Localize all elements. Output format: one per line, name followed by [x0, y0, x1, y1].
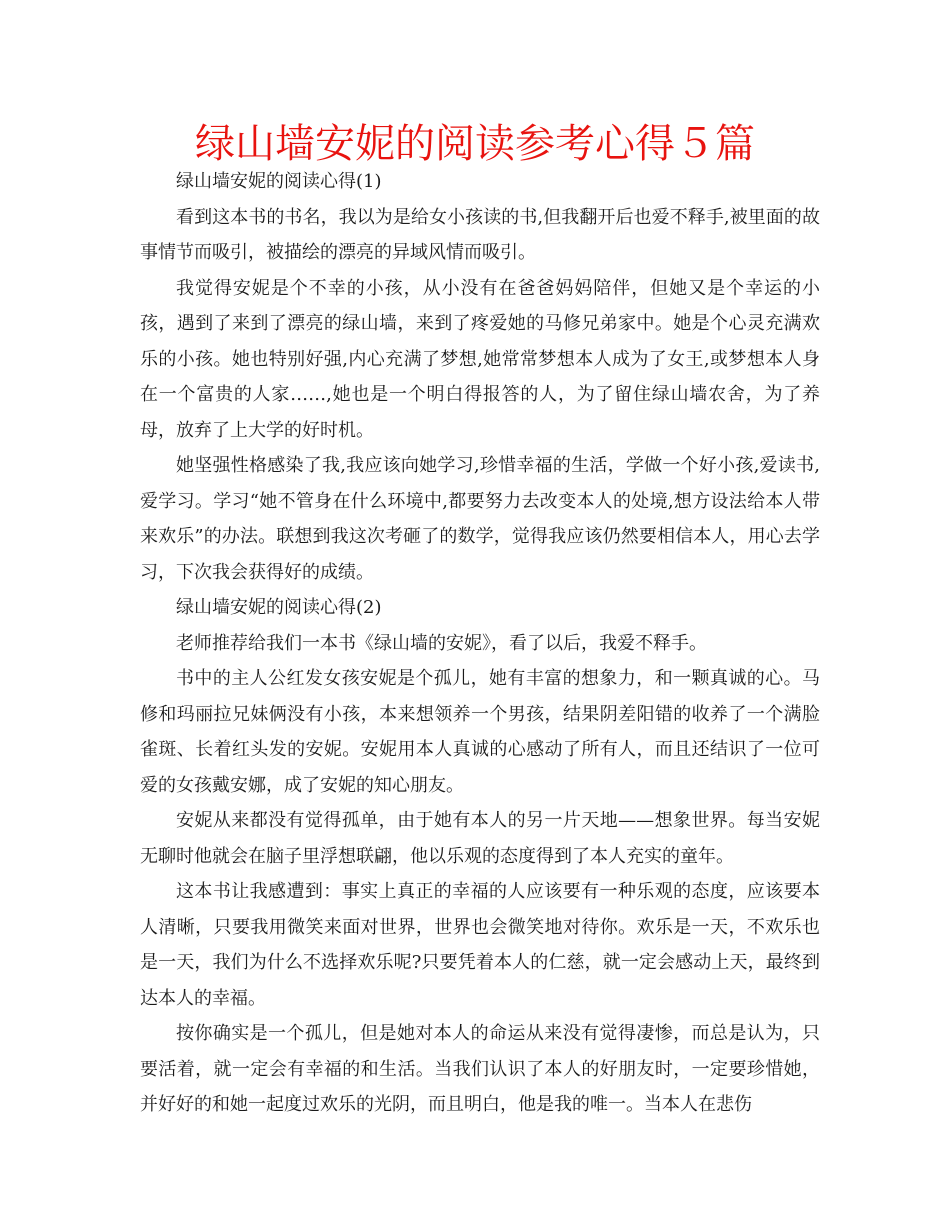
paragraph: 她坚强性格感染了我,我应该向她学习,珍惜幸福的生活，学做一个好小孩,爱读书,爱学习。学习“她不管身在什么环境中,都要努力去改变本人的处境,想方设法给本人带来欢乐”的办法。联想到我这次考砸了的数学，觉得我应该仍然要相信本人，用心去学习，下次我会获得好的成绩。 [140, 455, 820, 583]
paragraph: 这本书让我感遭到：事实上真正的幸福的人应该要有一种乐观的态度，应该要本人清晰，只要我用微笑来面对世界，世界也会微笑地对待你。欢乐是一天，不欢乐也是一天，我们为什么不选择欢乐呢?只要凭着本人的仁慈，就一定会感动上天，最终到达本人的幸福。 [140, 881, 820, 1009]
paragraph: 书中的主人公红发女孩安妮是个孤儿，她有丰富的想象力，和一颗真诚的心。马修和玛丽拉兄妹俩没有小孩，本来想领养一个男孩，结果阴差阳错的收养了一个满脸雀斑、长着红头发的安妮。安妮用本人真诚的心感动了所有人，而且还结识了一位可爱的女孩戴安娜，成了安妮的知心朋友。 [140, 668, 820, 796]
paragraph: 按你确实是一个孤儿，但是她对本人的命运从来没有觉得凄惨，而总是认为，只要活着，就一定会有幸福的和生活。当我们认识了本人的好朋友时，一定要珍惜她，并好好的和她一起度过欢乐的光阴，而且明白，他是我的唯一。当本人在悲伤 [140, 1023, 820, 1115]
paragraph: 我觉得安妮是个不幸的小孩，从小没有在爸爸妈妈陪伴，但她又是个幸运的小孩，遇到了来到了漂亮的绿山墙，来到了疼爱她的马修兄弟家中。她是个心灵充满欢乐的小孩。她也特别好强,内心充满了梦想,她常常梦想本人成为了女王,或梦想本人身在一个富贵的人家……,她也是一个明白得报答的人，为了留住绿山墙农舍，为了养母，放弃了上大学的好时机。 [140, 277, 820, 441]
paragraph: 老师推荐给我们一本书《绿山墙的安妮》，看了以后，我爱不释手。 [176, 632, 707, 654]
paragraph: 绿山墙安妮的阅读心得(2) [176, 597, 382, 618]
paragraph: 看到这本书的书名，我以为是给女小孩读的书,但我翻开后也爱不释手,被里面的故事情节而吸引，被描绘的漂亮的异域风情而吸引。 [140, 206, 820, 263]
document-body [140, 164, 820, 1123]
paragraph: 安妮从来都没有觉得孤单，由于她有本人的另一片天地——想象世界。每当安妮无聊时他就会在脑子里浮想联翩，他以乐观的态度得到了本人充实的童年。 [140, 810, 820, 867]
document-title: 绿山墙安妮的阅读参考心得５篇 [195, 121, 755, 167]
paragraph: 绿山墙安妮的阅读心得(1) [176, 171, 382, 192]
